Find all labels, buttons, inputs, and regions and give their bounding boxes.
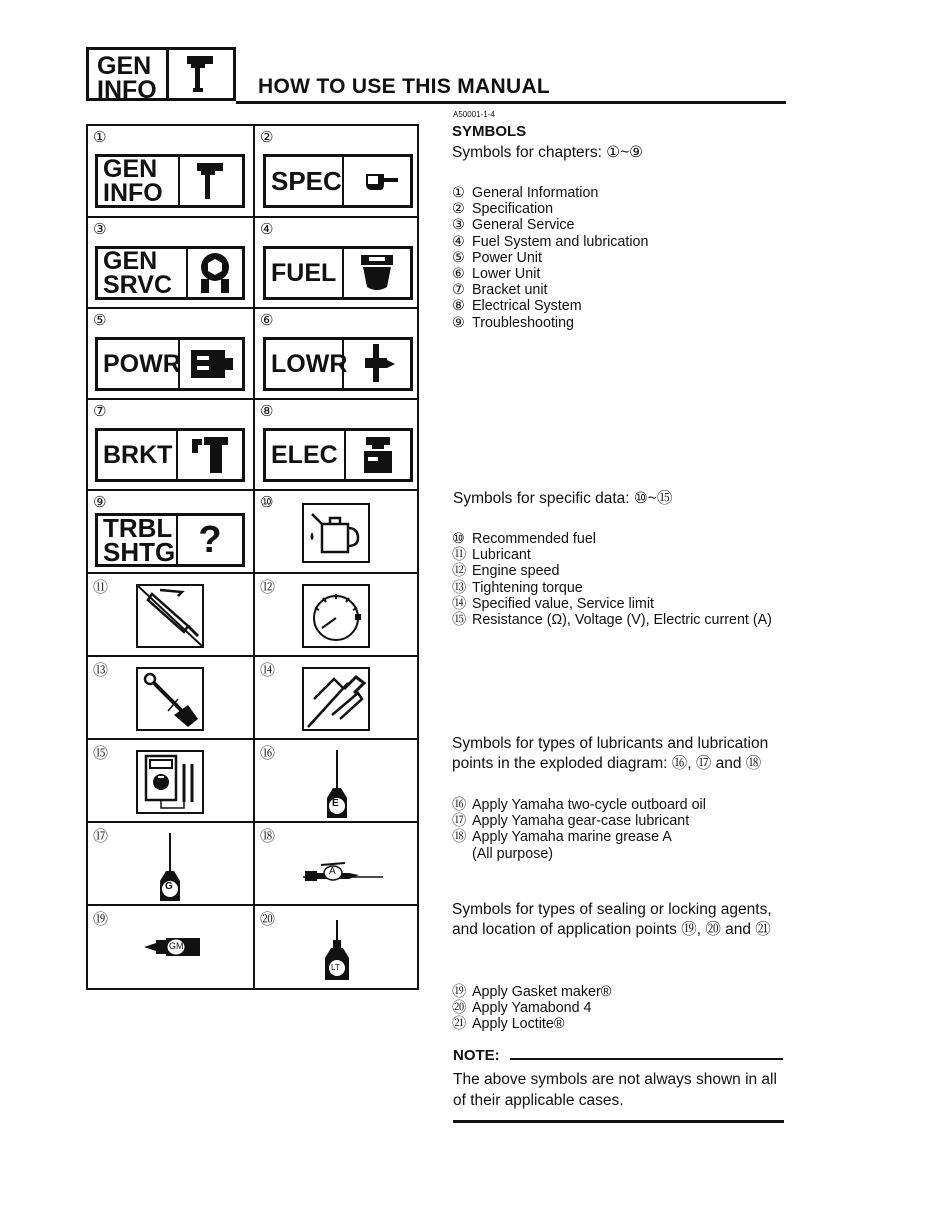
symbol-cell-12 (255, 574, 419, 655)
torque-wrench-icon (136, 667, 204, 731)
symbol-cell-9 (88, 491, 253, 572)
list-text: Lubricant (472, 547, 531, 564)
specific-list (452, 531, 772, 628)
list-text: Recommended fuel (472, 531, 596, 547)
cell-number: ⑥ (260, 312, 274, 329)
list-number: ① (452, 185, 465, 201)
list-item (452, 612, 772, 628)
list-text: General Information (472, 185, 599, 201)
symbol-label-line1: SPEC (271, 166, 342, 196)
grease-gun-a-icon (303, 861, 383, 885)
badge-line1: GEN (97, 52, 152, 80)
symbol-cell-17 (88, 823, 253, 904)
symbol-cell-14 (255, 657, 419, 738)
list-text: Tightening torque (472, 579, 583, 596)
list-text: Power Unit (472, 249, 542, 266)
lubricants-list (452, 797, 706, 862)
fuel-can-icon (302, 503, 370, 563)
symbol-label (98, 431, 178, 479)
symbol-cell-20 (255, 906, 419, 988)
list-number: ⑨ (452, 314, 465, 331)
cell-number: ⑫ (260, 579, 276, 596)
symbol-label (266, 249, 344, 297)
gear-oil-letter: G (165, 881, 173, 892)
symbol-cell-1 (88, 126, 253, 216)
gear-oil-g-icon (158, 833, 182, 903)
list-item (452, 217, 648, 233)
list-number: ⑯ (452, 797, 467, 813)
list-number: ⑲ (452, 984, 467, 1000)
symbol-label-line2: INFO (103, 179, 163, 207)
cell-number: ⑲ (93, 911, 109, 928)
bracket-icon (178, 431, 242, 479)
list-text: Apply Yamaha marine grease A (472, 829, 672, 846)
chapter-badge-text (89, 50, 169, 104)
list-item (452, 596, 772, 612)
outboard-motor-icon (169, 50, 233, 98)
note-end-rule (453, 1120, 784, 1123)
symbol-label (98, 157, 180, 205)
list-item (452, 813, 706, 829)
list-item (452, 266, 648, 282)
list-text: Engine speed (472, 563, 560, 580)
spec-symbol (263, 154, 413, 208)
chapters-list (452, 185, 648, 331)
list-item (452, 563, 772, 579)
list-text: Apply Yamabond 4 (472, 1000, 592, 1017)
list-number: ⑭ (452, 595, 467, 612)
list-number: ⑮ (452, 612, 467, 629)
list-text: Apply Yamaha gear-case lubricant (472, 813, 690, 830)
trbl-shtg-symbol (95, 513, 245, 567)
symbol-label-line1: LOWR (271, 350, 348, 378)
symbol-label (266, 157, 344, 205)
cell-number: ⑱ (260, 828, 276, 845)
list-item (452, 797, 706, 813)
wrench-icon (188, 249, 242, 297)
lubricant-gun-icon (136, 584, 204, 648)
symbol-cell-18 (255, 823, 419, 904)
symbol-label (98, 513, 178, 567)
list-item (452, 984, 611, 1000)
list-number: ⑱ (452, 829, 467, 846)
lubricants-intro: Symbols for types of lubricants and lubrication points in the exploded diagram: ⑯, ⑰ and ⑱ (452, 735, 769, 772)
list-number: ⑦ (452, 282, 465, 299)
chapter-badge-gen-info (86, 47, 236, 104)
list-item (452, 298, 648, 314)
list-text: Resistance (Ω), Voltage (V), Electric current (A) (472, 612, 772, 629)
cell-number: ⑭ (260, 662, 276, 679)
brkt-symbol (95, 428, 245, 482)
badge-line2: INFO (97, 76, 157, 104)
symbol-label (98, 340, 180, 388)
list-number: ⑥ (452, 266, 465, 283)
oil-can-letter: E (332, 798, 339, 809)
engine-block-icon (180, 340, 242, 388)
list-number: ② (452, 201, 465, 218)
lower-unit-icon (344, 340, 410, 388)
symbol-label-line2: SRVC (103, 271, 173, 299)
symbol-label-line1: ELEC (271, 441, 338, 469)
symbol-cell-4 (255, 218, 419, 307)
caliper-icon (302, 667, 370, 731)
list-number: ⑩ (452, 531, 465, 547)
list-text: General Service (472, 217, 575, 234)
symbol-grid (86, 124, 419, 990)
yamabond-bottle-icon (323, 920, 351, 984)
symbol-label-line1: GEN (103, 247, 158, 275)
symbol-label (98, 249, 188, 297)
list-text: Specified value, Service limit (472, 595, 654, 612)
list-text: (All purpose) (472, 845, 554, 862)
list-item (452, 250, 648, 266)
symbol-cell-6 (255, 309, 419, 398)
cell-number: ⑤ (93, 312, 107, 329)
symbol-cell-5 (88, 309, 253, 398)
cell-number: ⑬ (93, 662, 109, 679)
sealing-list (452, 984, 611, 1033)
gen-info-symbol (95, 154, 245, 208)
symbol-label-line1: POWR (103, 350, 181, 378)
list-item (452, 1016, 611, 1032)
list-number: ③ (452, 217, 465, 234)
list-item (452, 1000, 611, 1016)
list-number: ⑳ (452, 1000, 467, 1017)
list-text: Lower Unit (472, 266, 541, 283)
cell-number: ⑯ (260, 745, 276, 762)
cell-number: ③ (93, 221, 107, 238)
list-text: Fuel System and lubrication (472, 233, 649, 250)
symbol-cell-3 (88, 218, 253, 307)
list-number: ④ (452, 233, 465, 250)
list-number: ⑧ (452, 298, 465, 315)
symbol-cell-2 (255, 126, 419, 216)
gasket-maker-tube-icon (142, 934, 202, 960)
list-text: Apply Loctite® (472, 1016, 565, 1033)
list-item (452, 201, 648, 217)
symbol-cell-13 (88, 657, 253, 738)
symbol-label-line1: GEN (103, 155, 158, 183)
list-text: Electrical System (472, 298, 582, 315)
list-item (452, 315, 648, 331)
symbol-cell-16 (255, 740, 419, 821)
chapters-intro: Symbols for chapters: ①~⑨ (452, 144, 644, 161)
list-number: ⑬ (452, 579, 467, 596)
cell-number: ⑪ (93, 579, 109, 596)
elec-symbol (263, 428, 413, 482)
list-item (452, 846, 706, 862)
cell-number: ① (93, 129, 107, 146)
cell-number: ⑳ (260, 911, 276, 928)
list-text: Apply Yamaha two-cycle outboard oil (472, 797, 706, 813)
oil-can-e-icon (325, 750, 349, 820)
list-number: ⑤ (452, 249, 465, 266)
list-text: Apply Gasket maker® (472, 984, 612, 1000)
symbol-cell-11 (88, 574, 253, 655)
cell-number: ⑨ (93, 494, 107, 511)
question-mark-icon: ? (198, 518, 222, 561)
symbol-label (266, 340, 348, 388)
list-text: Specification (472, 201, 554, 218)
symbol-label-line1: TRBL (103, 513, 173, 543)
section-title: SYMBOLS (452, 123, 527, 140)
symbol-label-line1: BRKT (103, 441, 173, 469)
spec-gauge-icon (344, 157, 410, 205)
loctite-letters: LT (331, 963, 340, 972)
fuel-tank-icon (344, 249, 410, 297)
symbol-cell-8 (255, 400, 419, 489)
note-label: NOTE: (453, 1047, 500, 1064)
list-text: Bracket unit (472, 282, 548, 299)
list-item (452, 580, 772, 596)
electrical-icon (346, 431, 410, 479)
symbol-cell-10 (255, 491, 419, 572)
list-number: ⑫ (452, 563, 467, 580)
outboard-motor-icon (180, 157, 242, 205)
header-rule (236, 101, 786, 104)
document-code: A50001-1-4 (453, 110, 495, 119)
list-item (452, 531, 772, 547)
specific-intro: Symbols for specific data: ⑩~⑮ (453, 490, 673, 507)
cell-number: ⑰ (93, 828, 109, 845)
list-item (452, 234, 648, 250)
page-title: HOW TO USE THIS MANUAL (258, 75, 551, 98)
list-number: ⑪ (452, 547, 467, 564)
note-rule (510, 1058, 783, 1060)
cell-number: ⑦ (93, 403, 107, 420)
gasket-maker-letters: GM (169, 941, 184, 951)
list-item (452, 282, 648, 298)
cell-number: ⑮ (93, 745, 109, 762)
grease-letter: A (329, 866, 336, 877)
list-item (452, 829, 706, 845)
list-number: ⑰ (452, 813, 467, 830)
symbol-label (266, 431, 346, 479)
list-text: Troubleshooting (472, 314, 574, 331)
symbol-label-line2: SHTG (103, 537, 176, 567)
cell-number: ⑩ (260, 494, 274, 511)
list-item (452, 185, 648, 201)
list-item (452, 547, 772, 563)
symbol-label-line1: FUEL (271, 259, 337, 287)
tachometer-icon (302, 584, 370, 648)
list-number: ㉑ (452, 1016, 467, 1033)
powr-symbol (95, 337, 245, 391)
symbol-cell-19 (88, 906, 253, 988)
cell-number: ② (260, 129, 274, 146)
fuel-symbol (263, 246, 413, 300)
cell-number: ⑧ (260, 403, 274, 420)
sealing-intro: Symbols for types of sealing or locking agents, and location of application points ⑲, ⑳ and ㉑ (452, 901, 772, 938)
cell-number: ④ (260, 221, 274, 238)
symbol-cell-15 (88, 740, 253, 821)
gen-srvc-symbol (95, 246, 245, 300)
note-text: The above symbols are not always shown in all of their applicable cases. (453, 1071, 777, 1109)
lowr-symbol (263, 337, 413, 391)
multimeter-icon (136, 750, 204, 814)
symbol-cell-7 (88, 400, 253, 489)
